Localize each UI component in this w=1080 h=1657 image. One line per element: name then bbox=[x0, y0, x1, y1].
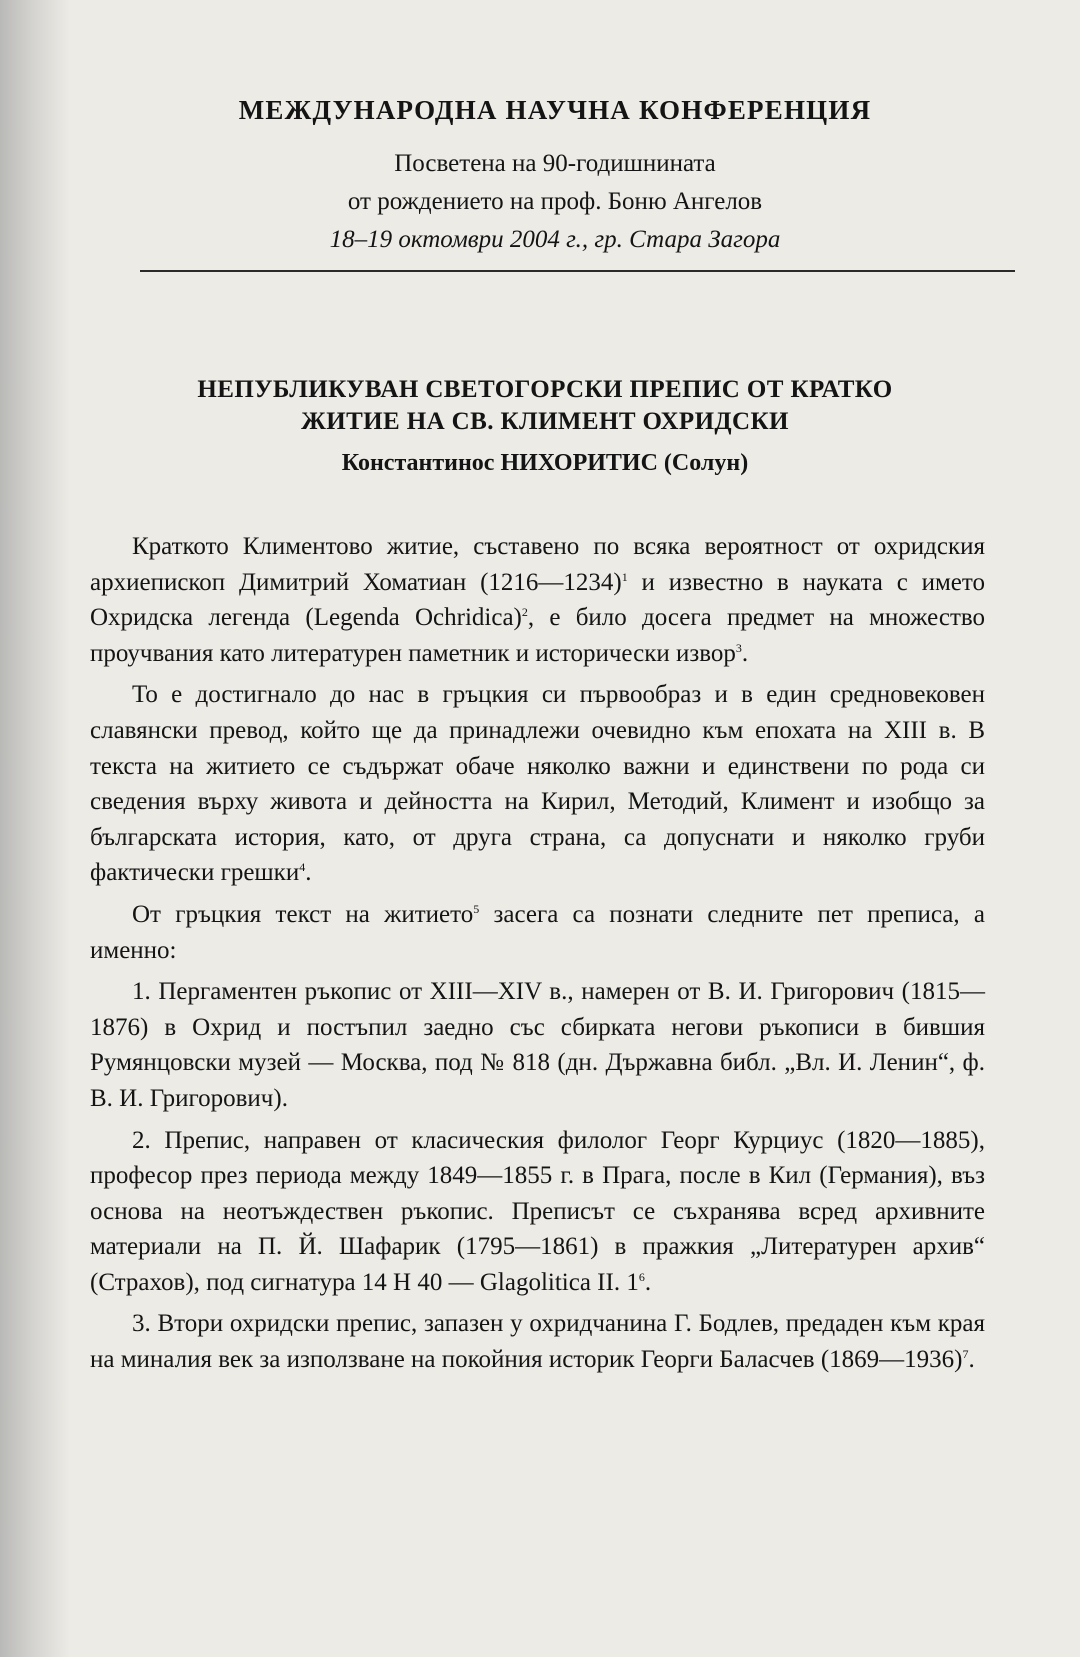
paragraph-4: 1. Пергаментен ръкопис от XIII—XIV в., намерен от В. И. Григорович (1815—1876) в Охрид и постъпил заедно със сбирката негови ръкописи в бившия Румянцовски музей — Москва, под № 818 (дн. Държавна библ. „Вл. И. Ленин“, ф. В. И. Григорович). bbox=[90, 978, 985, 1112]
paragraph-text: Краткото Климентово житие, съставено по всяка вероятност от охридския архиепископ Димитрий Хоматиан (1216—1234) bbox=[90, 533, 985, 596]
paragraph-text: . bbox=[741, 639, 749, 667]
paragraph-3 bbox=[90, 897, 985, 968]
paragraph-text: 3. Втори охридски препис, запазен у охридчанина Г. Бодлев, предаден към края на миналия век за използване на покойния историк Георги Баласчев (1869—1936) bbox=[90, 1310, 985, 1374]
paragraph-2 bbox=[90, 677, 985, 891]
paragraph-text: , е било досега предмет на множество проучвания като литературен паметник и исторически извор bbox=[90, 604, 986, 667]
conference-date-place: 18–19 октомври 2004 г., гр. Стара Загора bbox=[329, 226, 781, 253]
footnote-ref-4: 4 bbox=[299, 860, 306, 875]
article-title-line-1: НЕПУБЛИКУВАН СВЕТОГОРСКИ ПРЕПИС ОТ КРАТКО bbox=[197, 376, 893, 403]
page-gutter-shadow bbox=[0, 0, 70, 1657]
article-author: Константинос НИХОРИТИС (Солун) bbox=[341, 450, 749, 476]
footnote-ref-7: 7 bbox=[962, 1347, 969, 1362]
paragraph-5 bbox=[90, 1123, 985, 1301]
footnote-ref-2: 2 bbox=[521, 605, 528, 620]
footnote-ref-5: 5 bbox=[473, 901, 480, 916]
document-page bbox=[90, 95, 1000, 1384]
footnote-ref-1: 1 bbox=[621, 569, 628, 584]
article-title-line-2: ЖИТИЕ НА СВ. КЛИМЕНТ ОХРИДСКИ bbox=[301, 408, 789, 435]
paragraph-text: От гръцкия текст на житието bbox=[132, 900, 474, 928]
dedication-line-1: Посветена на 90-годишнината bbox=[394, 150, 716, 177]
paragraph-6 bbox=[90, 1306, 985, 1377]
header-divider bbox=[140, 270, 1015, 272]
conference-title: МЕЖДУНАРОДНА НАУЧНА КОНФЕРЕНЦИЯ bbox=[238, 95, 872, 125]
paragraph-text: засега са познати следните пет преписа, а именно: bbox=[90, 900, 985, 964]
paragraph-text: . bbox=[644, 1268, 652, 1296]
paragraph-text: То е достигнало до нас в гръцкия си първообраз и в един средновековен славянски превод, който ще да принадлежи очевидно към епохата на XIII в. В текста на житието се съдържат обаче няколко важни и единствени по рода си сведения върху живота и дейността на Кирил, Методий, Климент и изобщо за българската история, като, от друга страна, са допуснати и няколко груби фактически грешки bbox=[90, 681, 985, 887]
paragraph-1 bbox=[90, 529, 985, 671]
dedication-line-2: от рождението на проф. Боню Ангелов bbox=[347, 188, 763, 215]
footnote-ref-3: 3 bbox=[735, 640, 742, 655]
paragraph-text: . bbox=[968, 1346, 975, 1374]
paragraph-text: и известно в науката с името Охридска легенда (Legenda Ochridica) bbox=[90, 568, 985, 632]
footnote-ref-6: 6 bbox=[638, 1269, 645, 1284]
paragraph-text: 2. Препис, направен от класическия филолог Георг Курциус (1820—1885), професор през периода между 1849—1855 г. в Прага, после в Кил (Германия), въз основа на неотъждествен ръкопис. Преписът се съхранява всред архивните материали на П. Й. Шафарик (1795—1861) в пражкия „Литературен архив“ (Страхов), под сигнатура 14 H 40 — Glagolitica II. 1 bbox=[90, 1126, 985, 1296]
paragraph-text: . bbox=[305, 859, 312, 887]
article-title bbox=[90, 374, 1000, 438]
conference-header bbox=[90, 95, 1000, 254]
article-body bbox=[90, 529, 985, 1378]
